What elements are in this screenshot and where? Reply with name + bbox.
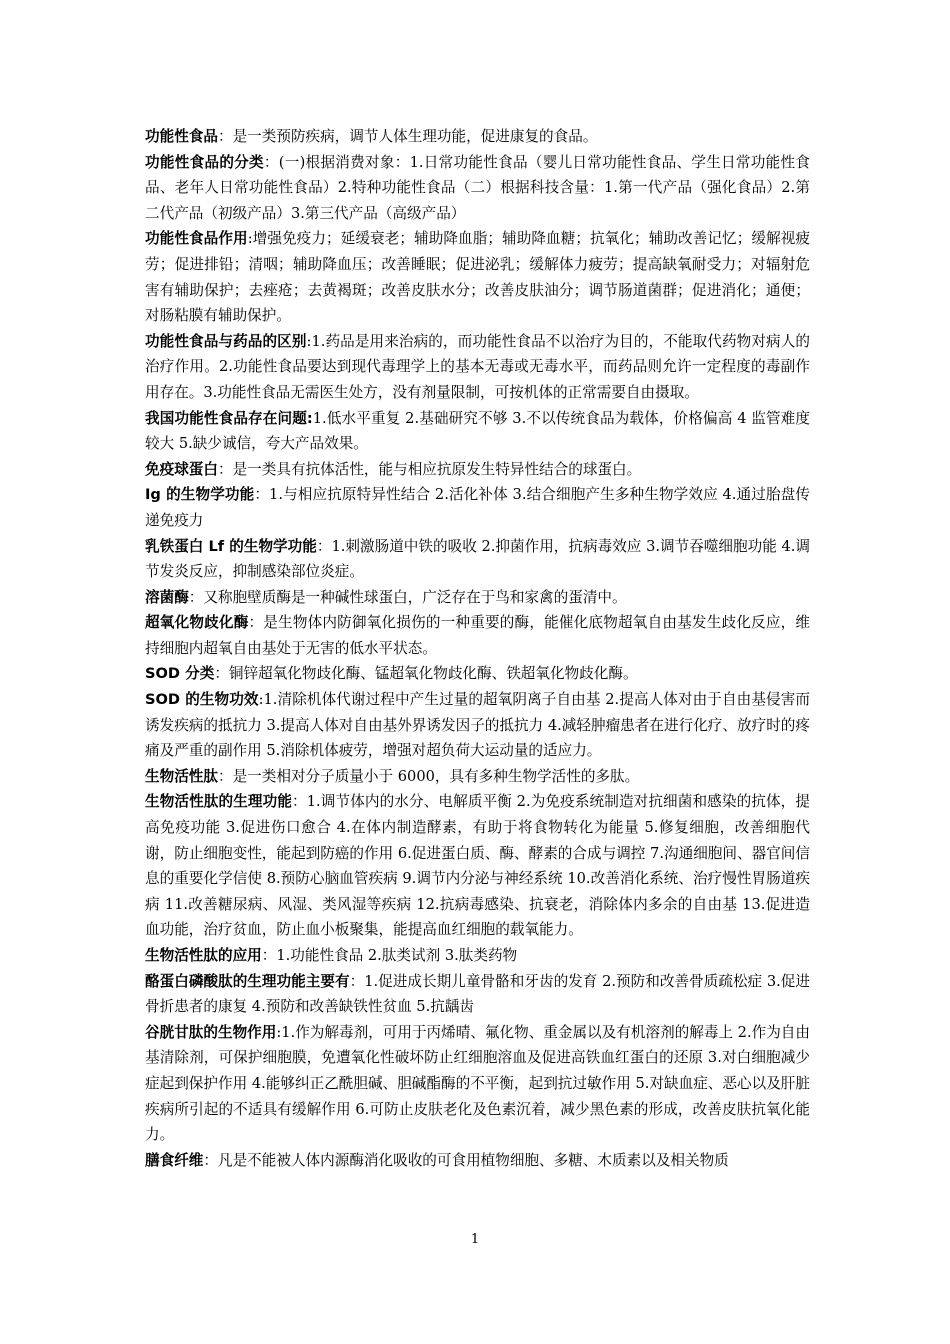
page-number: 1 (470, 1232, 480, 1247)
term-18: 膳食纤维 (145, 1151, 204, 1169)
paragraph-7 (145, 482, 810, 533)
definition-3: :增强免疫力；延缓衰老；辅助降血脂；辅助降血糖；抗氧化；辅助改善记忆；缓解视疲劳；促进排铅；清咽；辅助降血压；改善睡眠；促进泌乳；缓解体力疲劳；提高缺氧耐受力；对辐射危害有辅助保护；去痤疮；去黄褐斑；改善皮肤水分；改善皮肤油分；调节肠道菌群；促进消化；通便；对肠粘膜有辅助保护。 (145, 230, 810, 325)
paragraph-12 (145, 687, 810, 764)
definition-9: ：又称胞壁质酶是一种碱性球蛋白，广泛存在于鸟和家禽的蛋清中。 (188, 588, 627, 606)
paragraph-8 (145, 534, 810, 585)
paragraph-6 (145, 457, 810, 483)
paragraph-3 (145, 226, 810, 328)
term-11: SOD 分类 (145, 665, 215, 683)
paragraph-1 (145, 124, 810, 150)
paragraph-2 (145, 150, 810, 227)
definition-2: ：(一)根据消费对象：1.日常功能性食品（婴儿日常功能性食品、学生日常功能性食品、老年人日常功能性食品）2.特种功能性食品（二）根据科技含量：1.第一代产品（强化食品）2.第二代产品（初级产品）3.第三代产品（高级产品） (145, 153, 810, 222)
term-17: 谷胱甘肽的生物作用 (145, 1023, 277, 1041)
definition-1: ：是一类预防疾病，调节人体生理功能，促进康复的食品。 (217, 128, 598, 145)
term-1: 功能性食品 (145, 128, 218, 145)
term-5: 我国功能性食品存在问题: (145, 409, 313, 427)
term-10: 超氧化物歧化酶 (145, 614, 249, 632)
term-15: 生物活性肽的应用 (145, 947, 262, 964)
term-7: Ig 的生物学功能 (145, 486, 255, 504)
definition-16: ：1.促进成长期儿童骨骼和牙齿的发育 2.预防和改善骨质疏松症 3.促进骨折患者的康复 4.预防和改善缺铁性贫血 5.抗龋齿 (145, 972, 810, 1016)
definition-17: :1.作为解毒剂，可用于丙烯晴、氟化物、重金属以及有机溶剂的解毒上 2.作为自由基清除剂，可保护细胞膜，免遭氧化性破坏防止红细胞溶血及促进高铁血红蛋白的还原 3.对白细胞减少症起到保护作用 4.能够纠正乙酰胆碱、胆碱酯酶的不平衡，起到抗过敏作用 5.对缺血症、恶心以及肝脏疾病所引起的不适具有缓解作用 6.可防止皮肤老化及色素沉着，减少黑色素的形成，改善皮肤抗氧化能力。 (145, 1023, 810, 1144)
paragraph-9 (145, 585, 810, 611)
definition-4: :1.药品是用来治病的，而功能性食品不以治疗为目的，不能取代药物对病人的治疗作用。2.功能性食品要达到现代毒理学上的基本无毒或无毒水平，而药品则允许一定程度的毒副作用存在。3.功能性食品无需医生处方，没有剂量限制，可按机体的正常需要自由摄取。 (145, 332, 810, 401)
paragraph-4 (145, 329, 810, 406)
definition-10: ：是生物体内防御氧化损伤的一种重要的酶，能催化底物超氧自由基发生歧化反应，维持细胞内超氧自由基处于无害的低水平状态。 (145, 614, 810, 657)
term-6: 免疫球蛋白 (145, 460, 218, 478)
definition-7: ：1.与相应抗原特异性结合 2.活化补体 3.结合细胞产生多种生物学效应 4.通过胎盘传递免疫力 (145, 486, 810, 529)
paragraph-18 (145, 1148, 810, 1174)
paragraph-13 (145, 764, 810, 790)
document-body (145, 124, 810, 1173)
term-3: 功能性食品作用 (145, 230, 248, 248)
term-16: 酪蛋白磷酸肽的生理功能主要有 (145, 972, 350, 990)
definition-11: ：铜锌超氧化物歧化酶、锰超氧化物歧化酶、铁超氧化物歧化酶。 (214, 665, 638, 683)
term-13: 生物活性肽 (145, 767, 218, 785)
term-8: 乳铁蛋白 Lf 的生物学功能 (145, 537, 317, 555)
definition-18: ：凡是不能被人体内源酶消化吸收的可食用植物细胞、多糖、木质素以及相关物质 (203, 1151, 729, 1169)
definition-8: ：1.刺激肠道中铁的吸收 2.抑菌作用，抗病毒效应 3.调节吞噬细胞功能 4.调节发炎反应，抑制感染部位炎症。 (145, 537, 810, 581)
paragraph-16 (145, 969, 810, 1020)
paragraph-10 (145, 610, 810, 661)
definition-12: :1.清除机体代谢过程中产生过量的超氧阴离子自由基 2.提高人体对由于自由基侵害而诱发疾病的抵抗力 3.提高人体对自由基外界诱发因子的抵抗力 4.减轻肿瘤患者在进行化疗、放疗时的疼痛及严重的副作用 5.消除机体疲劳，增强对超负荷大运动量的适应力。 (145, 691, 810, 760)
definition-15: ：1.功能性食品 2.肽类试剂 3.肽类药物 (261, 947, 518, 964)
term-4: 功能性食品与药品的区别 (145, 332, 307, 350)
definition-6: ：是一类具有抗体活性，能与相应抗原发生特异性结合的球蛋白。 (217, 460, 642, 478)
term-9: 溶菌酶 (145, 588, 189, 606)
definition-14: ：1.调节体内的水分、电解质平衡 2.为免疫系统制造对抗细菌和感染的抗体，提高免疫功能 3.促进伤口愈合 4.在体内制造酵素，有助于将食物转化为能量 5.修复细胞，改善细胞代谢，防止细胞变性，能起到防癌的作用 6.促进蛋白质、酶、酵素的合成与调控 7.沟通细胞间、器官间信息的重要化学信使 8.预防心脑血管疾病 9.调节内分泌与神经系统 10.改善消化系统、治疗慢性胃肠道疾病 11.改善糖尿病、风湿、类风湿等疾病 12.抗病毒感染、抗衰老，消除体内多余的自由基 13.促进造血功能，治疗贫血，防止血小板聚集，能提高血红细胞的载氧能力。 (145, 793, 810, 939)
paragraph-5 (145, 406, 810, 457)
paragraph-15 (145, 943, 810, 969)
term-14: 生物活性肽的生理功能 (145, 793, 293, 811)
term-12: SOD 的生物功效 (145, 691, 259, 709)
definition-5: 1.低水平重复 2.基础研究不够 3.不以传统食品为载体，价格偏高 4 监管难度较大 5.缺少诚信，夸大产品效果。 (145, 409, 810, 453)
paragraph-11 (145, 661, 810, 687)
term-2: 功能性食品的分类 (145, 153, 264, 171)
paragraph-17 (145, 1020, 810, 1148)
definition-13: ：是一类相对分子质量小于 6000，具有多种生物学活性的多肽。 (217, 767, 640, 785)
paragraph-14 (145, 789, 810, 943)
